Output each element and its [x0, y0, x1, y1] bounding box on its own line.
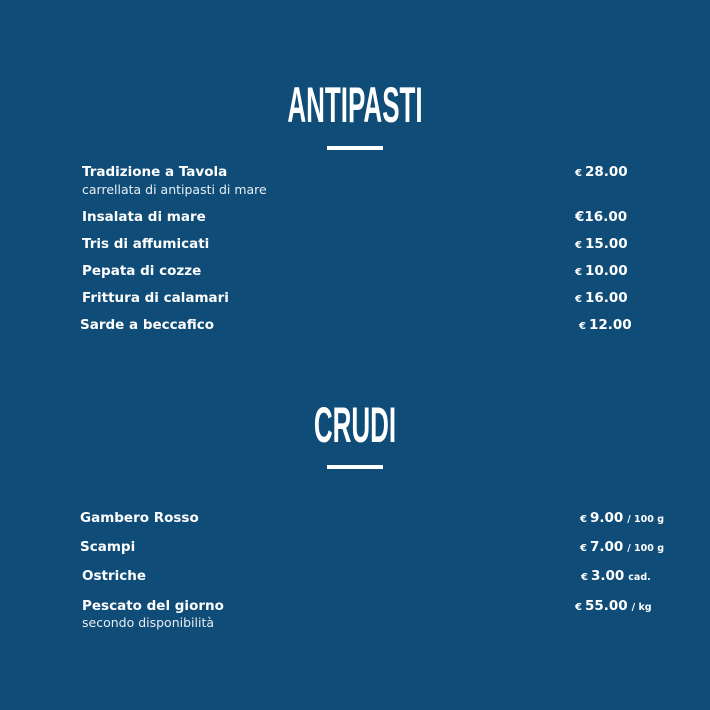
antipasti-title-rule: [327, 146, 383, 150]
currency: €: [581, 572, 588, 583]
dish-price: [581, 567, 651, 587]
dish-name: Scampi: [80, 539, 136, 555]
price-unit: cad.: [628, 572, 651, 583]
dish-price: [580, 538, 664, 558]
price-amount: 3.00: [590, 568, 625, 584]
dish-description: secondo disponibilità: [82, 615, 215, 630]
price-unit: / 100 g: [627, 514, 664, 525]
price-amount: 28.00: [584, 164, 628, 180]
price-amount: 15.00: [584, 236, 628, 252]
price-amount: 12.00: [588, 317, 632, 333]
price-amount: 55.00: [584, 598, 628, 614]
price-unit: / 100 g: [627, 543, 664, 554]
dish-price: [579, 316, 632, 336]
dish-name: Pescato del giorno: [82, 598, 224, 614]
currency: €: [575, 294, 582, 305]
dish-price: [580, 509, 664, 529]
price-amount: 16.00: [584, 290, 628, 306]
dish-price: [575, 163, 628, 183]
dish-name: Pepata di cozze: [82, 263, 202, 279]
dish-price: [575, 235, 628, 255]
dish-price: [575, 208, 627, 226]
dish-name: Tris di affumicati: [82, 236, 210, 252]
dish-name: Insalata di mare: [82, 209, 206, 225]
dish-price: [575, 597, 652, 617]
currency: €: [575, 209, 585, 225]
crudi-title-rule: [327, 465, 383, 469]
currency: €: [575, 602, 582, 613]
currency: €: [580, 543, 587, 554]
price-amount: 10.00: [584, 263, 628, 279]
currency: €: [579, 321, 586, 332]
dish-price: [575, 289, 628, 309]
currency: €: [575, 240, 582, 251]
antipasti-title: ANTIPASTI: [287, 77, 423, 133]
dish-name: Frittura di calamari: [82, 290, 229, 306]
dish-name: Sarde a beccafico: [80, 317, 215, 333]
dish-name: Tradizione a Tavola: [82, 164, 228, 180]
price-amount: 9.00: [589, 510, 624, 526]
currency: €: [580, 514, 587, 525]
dish-name: Gambero Rosso: [80, 510, 199, 526]
price-unit: / kg: [631, 602, 652, 613]
currency: €: [575, 267, 582, 278]
currency: €: [575, 168, 582, 179]
crudi-title: CRUDI: [313, 397, 397, 453]
dish-price: [575, 262, 628, 282]
price-amount: 16.00: [584, 209, 628, 225]
dish-name: Ostriche: [82, 568, 147, 584]
dish-description: carrellata di antipasti di mare: [82, 182, 267, 197]
price-amount: 7.00: [589, 539, 624, 555]
